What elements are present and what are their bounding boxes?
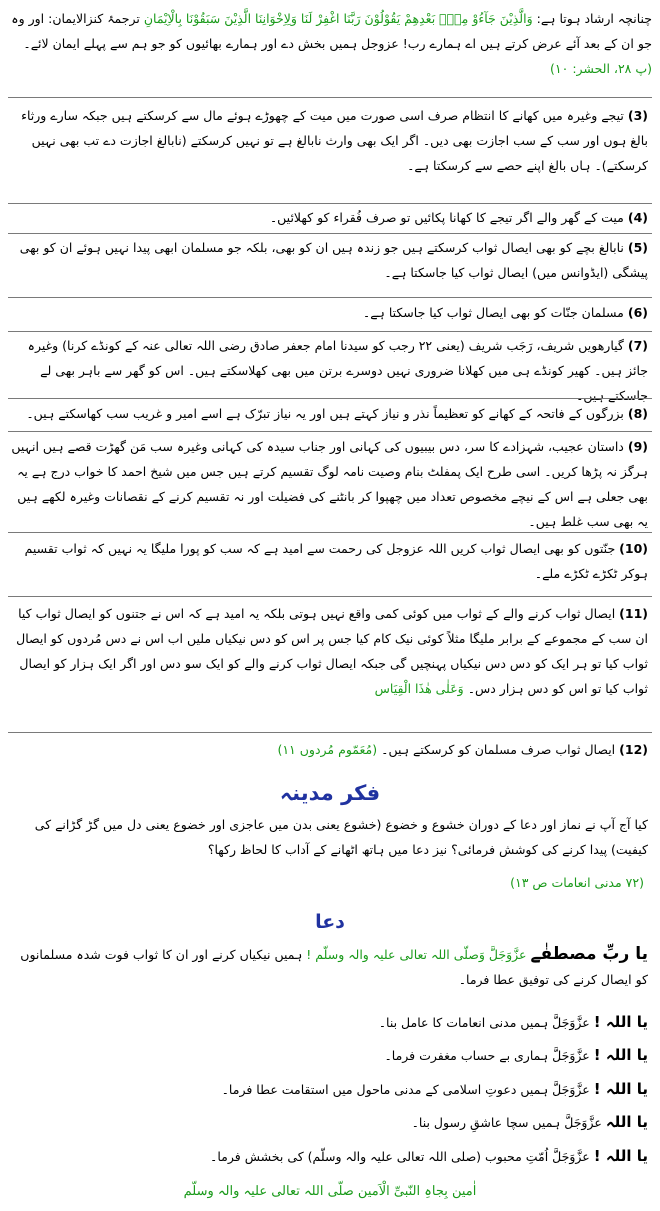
dua-line-text: عزَّوَجَلَّ اُمّتِ محبوب (صلی اللہ تعالی علیہ والہ وسلّم) کی بخشش فرما۔ — [210, 1149, 590, 1164]
dua-line-lead: یا اللہ — [605, 1113, 648, 1131]
fikr-madina-text: کیا آج آپ نے نماز اور دعا کے دوران خشوع و خضوع (خشوع یعنی بدن میں عاجزی اور خضوع یعنی دل میں گڑ گڑانے کی کیفیت) پیدا کرنے کی کوشش فرمائی؟ نیز دعا میں ہاتھ اٹھانے کے آداب کا لحاظ رکھا؟ — [34, 817, 648, 857]
divider — [8, 596, 652, 597]
dua-line-lead: یا اللہ ! — [593, 1013, 648, 1031]
dua-intro-text: ہمیں نیکیاں کرنے اور ان کا ثواب فوت شدہ مسلمانوں کو ایصال کرنے کی توفیق عطا فرما۔ — [20, 947, 648, 987]
arabic-phrase: وَعَلٰی ھٰذَا الْقِیَاس — [374, 681, 464, 696]
paragraph-number: (8) — [627, 406, 648, 421]
paragraph-10 — [8, 536, 652, 586]
dua-line-text: عزَّوَجَلَّ ہمیں دعوتِ اسلامی کے مدنی ماحول میں استقامت عطا فرما۔ — [221, 1082, 590, 1097]
fikr-madina-reference: (۷۲ مدنی انعامات ص ۱۳) — [510, 875, 644, 890]
dua-heading: دعا — [315, 911, 345, 933]
paragraph-number: (5) — [627, 240, 648, 255]
dua-line — [8, 1110, 652, 1135]
dua-line — [8, 1043, 652, 1068]
paragraph-text: داستان عجیب، شہزادے کا سر، دس بیبیوں کی کہانی اور جناب سیدہ کی کہانی وغیرہ سب مَن گھڑت قصے ہیں انہیں ہرگز نہ پڑھا کریں۔ اسی طرح ایک پمفلٹ بنام وصیت نامہ لوگ تقسیم کرتے ہیں جس میں شیخ احمد کا خواب درج ہے یہ بھی جعلی ہے اس کے نیچے مخصوص تعداد میں چھپوا کر بانٹنے کی فضیلت اور نہ تقسیم کرنے کے نقصانات وغیرہ لکھے ہیں یہ بھی سب غلط ہیں۔ — [11, 439, 648, 529]
paragraph-12 — [8, 737, 652, 762]
dua-honorific: عزَّوَجَلَّ وَصلّی اللہ تعالی علیہ والہ وسلّم ! — [306, 947, 527, 962]
paragraph-number: (10) — [619, 541, 648, 556]
dua-line-lead: یا اللہ ! — [593, 1046, 648, 1064]
divider — [8, 732, 652, 733]
dua-line-text: عزَّوَجَلَّ ہماری بے حساب مغفرت فرما۔ — [384, 1048, 590, 1063]
paragraph-text: مسلمان جنّات کو بھی ایصال ثواب کیا جاسکتا ہے۔ — [362, 305, 624, 320]
dua-line-text: عزَّوَجَلَّ ہمیں سچا عاشقِ رسول بنا۔ — [411, 1115, 602, 1130]
paragraph-text: ایصال ثواب صرف مسلمان کو کرسکتے ہیں۔ — [381, 742, 616, 757]
dua-line-lead: یا اللہ ! — [593, 1147, 648, 1165]
paragraph-text: گیارھویں شریف، رَجَب شریف (یعنی ۲۲ رجب کو سیدنا امام جعفر صادق رضی اللہ تعالی عنہ کے کونڈے کرنا) وغیرہ جائز ہیں۔ کھیر کونڈے ہی میں کھلانا ضروری نہیں دوسرے برتن میں بھی کھلاسکتے ہیں۔ اس کو گھر سے باہر بھی لے جاسکتے ہیں۔ — [27, 338, 648, 403]
paragraph-9 — [8, 434, 652, 534]
divider — [8, 398, 652, 399]
paragraph-8 — [8, 401, 652, 426]
divider — [8, 233, 652, 234]
paragraph-text: نابالغ بچے کو بھی ایصال ثواب کرسکتے ہیں جو زندہ ہیں ان کو بھی، بلکہ جو مسلمان ابھی پیدا نہیں ہوئے ان کو بھی پیشگی (ایڈوانس میں) ایصال ثواب کیا جاسکتا ہے۔ — [19, 240, 648, 280]
dua-line-text: عزَّوَجَلَّ ہمیں مدنی انعامات کا عامل بنا۔ — [378, 1015, 590, 1030]
divider — [8, 532, 652, 533]
paragraph-number: (4) — [627, 210, 648, 225]
paragraph-number: (12) — [619, 742, 648, 757]
paragraph-number: (7) — [627, 338, 648, 353]
fikr-madina-heading: فکر مدینہ — [279, 781, 381, 805]
paragraph-11 — [8, 601, 652, 701]
paragraph-text: تیجے وغیرہ میں کھانے کا انتظام صرف اسی صورت میں میت کے چھوڑے ہوئے مال سے کرسکتے ہیں جبکہ سارے ورثاء بالغ ہوں اور سب کے سب اجازت بھی دیں۔ اگر ایک بھی وارث نابالغ ہے تو نہیں کرسکتے (نابالغ اجازت دے تب بھی نہیں کرسکتے)۔ ہاں بالغ اپنے حصے سے کرسکتا ہے۔ — [21, 108, 648, 173]
divider — [8, 203, 652, 204]
ayah-reference: (پ ۲۸، الحشر: ۱۰) — [550, 61, 652, 76]
dua-line — [8, 1077, 652, 1102]
dua-intro — [8, 942, 652, 992]
quran-ayah: وَالَّذِیْنَ جَآءُوْ مِنْۢ بَعْدِهِمْ یَقُوْلُوْنَ رَبَّنَا اغْفِرْ لَنَا وَلِاِخْوَانِنَا الَّذِیْنَ سَبَقُوْنَا بِالْاِیْمَانِ — [143, 11, 533, 26]
dua-line-lead: یا اللہ ! — [593, 1080, 648, 1098]
divider — [8, 431, 652, 432]
paragraph-number: (11) — [619, 606, 648, 621]
paragraph-text: بزرگوں کے فاتحہ کے کھانے کو تعظیماً نذر و نیاز کہتے ہیں اور یہ نیاز تبرّک ہے اسے امیر و غریب سب کھاسکتے ہیں۔ — [26, 406, 624, 421]
paragraph-text: میت کے گھر والے اگر تیجے کا کھانا پکائیں تو صرف فُقراء کو کھلائیں۔ — [269, 210, 624, 225]
intro-lead: چنانچہ ارشاد ہوتا ہے: — [536, 11, 652, 26]
paragraph-3 — [8, 103, 652, 178]
ayah-translation: ترجمۂ کنزالایمان: اور وہ جو ان کے بعد آئے عرض کرتے ہیں اے ہمارے رب! عزوجل ہمیں بخش دے اور ہمارے بھائیوں کو جو ہم سے پہلے ایمان لائے۔ — [11, 11, 652, 51]
dua-lead: یا ربِّ مصطفٰے — [530, 944, 648, 964]
closing-ameen: اٰمین بِجاہِ النّبیِّ الْاَمین صلّی اللہ تعالی علیہ والہ وسلّم — [183, 1184, 477, 1199]
paragraph-reference: (مُعَمّوم مُردوں ۱۱) — [277, 742, 378, 757]
divider — [8, 331, 652, 332]
paragraph-4 — [8, 205, 652, 230]
paragraph-number: (3) — [627, 108, 648, 123]
dua-line — [8, 1144, 652, 1169]
divider — [8, 97, 652, 98]
paragraph-7 — [8, 333, 652, 408]
paragraph-6 — [8, 300, 652, 325]
divider — [8, 297, 652, 298]
paragraph-text: ایصال ثواب کرنے والے کے ثواب میں کوئی کمی واقع نہیں ہوتی بلکہ یہ امید ہے کہ اس نے جتنوں کو ایصال ثواب کیا ان سب کے مجموعے کے برابر ملیگا مثلاً کوئی نیک کام کیا جس پر اس کو دس نیکیاں ملیں اب اس نے دس مُردوں کو ایصال ثواب کیا تو ہر ایک کو دس دس نیکیاں پہنچیں گی جبکہ ایصال ثواب کرنے والے کو ایک سو دس اور اگر ایک ہزار کو ایصال ثواب کیا تو اس کو دس ہزار دس۔ — [16, 606, 648, 696]
paragraph-text: جنّتوں کو بھی ایصال ثواب کریں اللہ عزوجل کی رحمت سے امید ہے کہ سب کو پورا ملیگا یہ نہیں کہ ثواب تقسیم ہوکر ٹکڑے ٹکڑے ملے۔ — [24, 541, 648, 581]
dua-line — [8, 1010, 652, 1035]
paragraph-number: (6) — [627, 305, 648, 320]
intro-block — [8, 6, 652, 94]
paragraph-5 — [8, 235, 652, 285]
paragraph-number: (9) — [627, 439, 648, 454]
